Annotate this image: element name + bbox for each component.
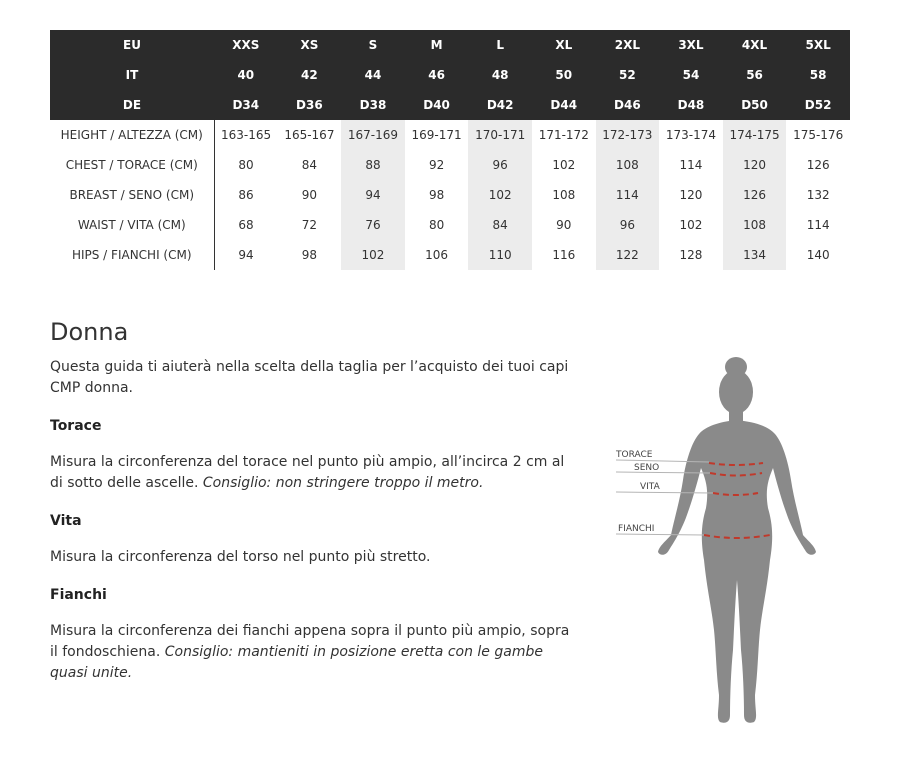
- header-cell: L: [468, 30, 532, 60]
- table-cell: 102: [552, 158, 576, 172]
- header-cell: 54: [659, 60, 723, 90]
- table-cell: 122: [596, 240, 660, 270]
- header-cell: M: [405, 30, 469, 60]
- table-cell: 132: [806, 188, 830, 202]
- section-body-vita: Misura la circonferenza del torso nel punto più stretto.: [50, 549, 431, 565]
- header-cell: D46: [596, 90, 660, 120]
- table-cell: 88: [341, 150, 405, 180]
- table-cell: 165-167: [284, 128, 335, 142]
- header-row-label: EU: [50, 30, 214, 60]
- header-cell: 56: [723, 60, 787, 90]
- table-cell: 102: [679, 218, 703, 232]
- table-cell: 90: [301, 188, 318, 202]
- header-cell: 58: [786, 60, 850, 90]
- row-label: BREAST / SENO (CM): [50, 180, 214, 210]
- header-cell: D36: [278, 90, 342, 120]
- table-cell: 102: [468, 180, 532, 210]
- section-heading-fianchi: Fianchi: [50, 587, 107, 603]
- table-cell: 98: [301, 248, 318, 262]
- label-seno: SENO: [634, 463, 660, 473]
- section-body-fianchi: Misura la circonferenza dei fianchi appena sopra il punto più ampio, sopra il fondoschiena.: [50, 623, 570, 660]
- table-cell: 169-171: [411, 128, 462, 142]
- table-cell: 80: [238, 158, 254, 172]
- table-row: [50, 120, 850, 150]
- table-cell: 126: [723, 180, 787, 210]
- header-cell: D34: [214, 90, 278, 120]
- table-cell: 72: [301, 218, 318, 232]
- table-cell: 134: [723, 240, 787, 270]
- header-cell: D50: [723, 90, 787, 120]
- table-cell: 98: [428, 188, 445, 202]
- table-cell: 108: [552, 188, 576, 202]
- header-cell: 42: [278, 60, 342, 90]
- row-label: HIPS / FIANCHI (CM): [50, 240, 214, 270]
- table-cell: 174-175: [723, 120, 787, 150]
- section-text-vita: [50, 547, 570, 568]
- table-cell: 140: [806, 248, 830, 262]
- table-cell: 96: [468, 150, 532, 180]
- size-table: [50, 30, 850, 270]
- silhouette: [658, 357, 816, 723]
- header-cell: 46: [405, 60, 469, 90]
- header-cell: 50: [532, 60, 596, 90]
- header-cell: XXS: [214, 30, 278, 60]
- table-cell: 92: [428, 158, 445, 172]
- table-cell: 167-169: [341, 120, 405, 150]
- header-cell: 5XL: [786, 30, 850, 60]
- header-cell: XS: [278, 30, 342, 60]
- label-vita: VITA: [640, 482, 660, 492]
- intro-text: Questa guida ti aiuterà nella scelta della taglia per l’acquisto dei tuoi capi CMP donna.: [50, 359, 569, 396]
- header-cell: 2XL: [596, 30, 660, 60]
- header-cell: D52: [786, 90, 850, 120]
- table-cell: 108: [723, 210, 787, 240]
- section-tip-torace: Consiglio: non stringere troppo il metro.: [202, 475, 484, 491]
- table-cell: 170-171: [468, 120, 532, 150]
- header-cell: D48: [659, 90, 723, 120]
- table-cell: 114: [596, 180, 660, 210]
- section-text-torace: [50, 452, 570, 494]
- header-cell: D40: [405, 90, 469, 120]
- table-cell: 114: [806, 218, 830, 232]
- table-cell: 163-165: [220, 128, 272, 142]
- table-cell: 102: [341, 240, 405, 270]
- body-measurement-figure: [610, 350, 830, 735]
- table-cell: 84: [301, 158, 318, 172]
- header-cell: 4XL: [723, 30, 787, 60]
- table-row: [50, 180, 850, 210]
- section-text-fianchi: [50, 621, 570, 684]
- table-cell: 114: [679, 158, 703, 172]
- section-heading-vita: Vita: [50, 513, 82, 529]
- label-fianchi: FIANCHI: [618, 524, 655, 534]
- table-cell: 120: [723, 150, 787, 180]
- header-cell: D42: [468, 90, 532, 120]
- table-cell: 96: [596, 210, 660, 240]
- table-cell: 172-173: [596, 120, 660, 150]
- header-cell: 48: [468, 60, 532, 90]
- table-cell: 173-174: [665, 128, 717, 142]
- header-cell: D38: [341, 90, 405, 120]
- table-cell: 86: [238, 188, 254, 202]
- header-cell: XL: [532, 30, 596, 60]
- table-cell: 84: [468, 210, 532, 240]
- table-cell: 94: [341, 180, 405, 210]
- page-title: Donna: [50, 318, 129, 346]
- section-tip-fianchi: Consiglio: mantieniti in posizione eretta con le gambe quasi unite.: [50, 644, 543, 681]
- table-row: [50, 240, 850, 270]
- table-cell: 106: [425, 248, 449, 262]
- table-cell: 175-176: [793, 128, 844, 142]
- label-torace: TORACE: [616, 450, 653, 460]
- table-cell: 108: [596, 150, 660, 180]
- table-cell: 110: [468, 240, 532, 270]
- header-row-label: DE: [50, 90, 214, 120]
- table-row: [50, 210, 850, 240]
- table-cell: 94: [238, 248, 254, 262]
- table-row: [50, 150, 850, 180]
- header-cell: 44: [341, 60, 405, 90]
- section-body-torace: Misura la circonferenza del torace nel punto più ampio, all’incirca 2 cm al di sotto delle ascelle.: [50, 454, 565, 491]
- table-cell: 171-172: [538, 128, 589, 142]
- section-heading-torace: Torace: [50, 418, 102, 434]
- woman-silhouette-icon: [610, 350, 830, 735]
- table-cell: 76: [341, 210, 405, 240]
- table-cell: 90: [556, 218, 572, 232]
- row-label: HEIGHT / ALTEZZA (CM): [50, 120, 214, 150]
- header-row: [50, 90, 850, 120]
- header-cell: 52: [596, 60, 660, 90]
- header-cell: S: [341, 30, 405, 60]
- size-table-body: [50, 30, 850, 270]
- table-cell: 128: [679, 248, 703, 262]
- row-label: WAIST / VITA (CM): [50, 210, 214, 240]
- header-row: [50, 60, 850, 90]
- table-cell: 116: [552, 248, 576, 262]
- table-cell: 126: [806, 158, 830, 172]
- header-row: [50, 30, 850, 60]
- row-label: CHEST / TORACE (CM): [50, 150, 214, 180]
- header-cell: 3XL: [659, 30, 723, 60]
- table-cell: 120: [679, 188, 703, 202]
- header-cell: 40: [214, 60, 278, 90]
- header-cell: D44: [532, 90, 596, 120]
- header-row-label: IT: [50, 60, 214, 90]
- table-cell: 80: [428, 218, 445, 232]
- table-cell: 68: [238, 218, 254, 232]
